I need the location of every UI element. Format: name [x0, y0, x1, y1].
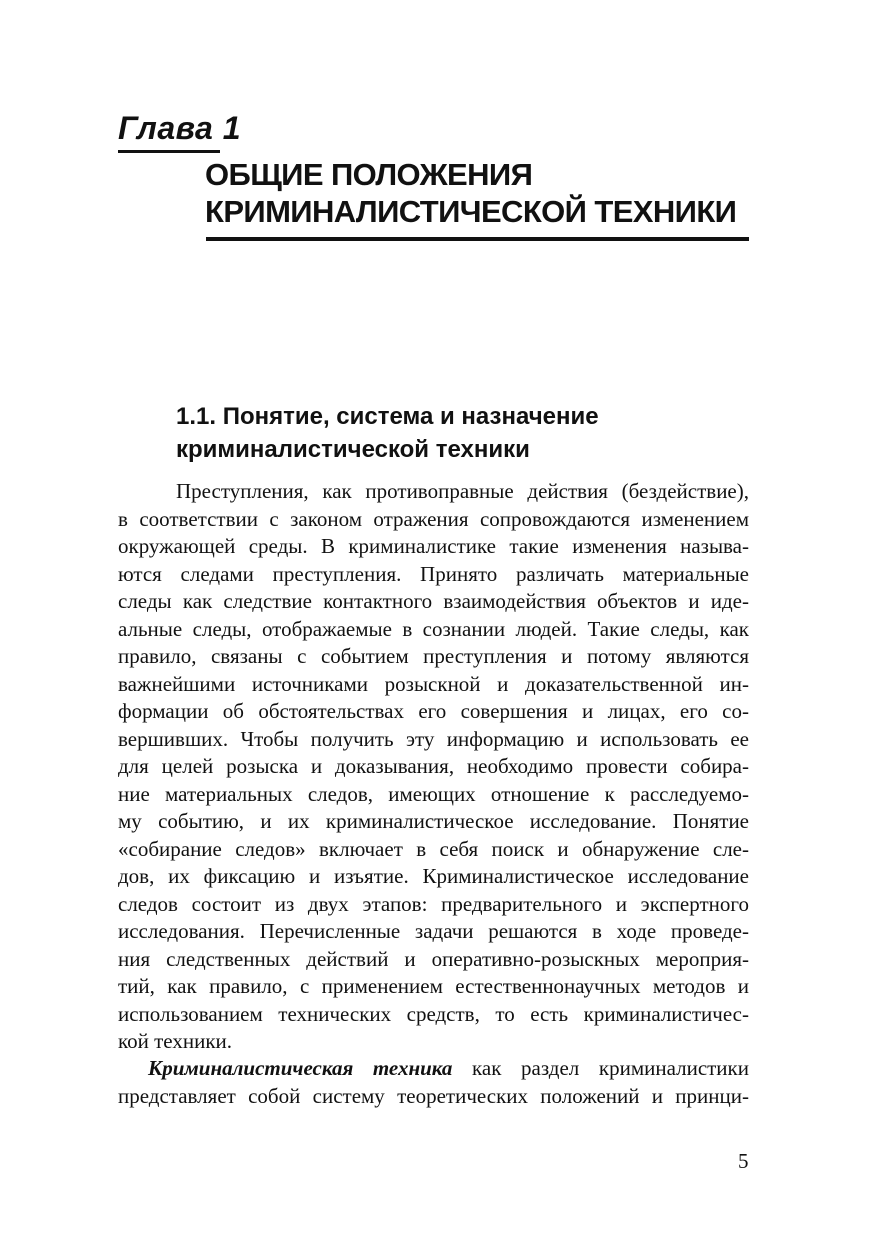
chapter-label: Глава 1 [118, 110, 242, 146]
paragraph-line: ния следственных действий и оперативно-розыскных мероприя- [118, 946, 749, 971]
section-title-line-1: 1.1. Понятие, система и назначение [176, 403, 599, 430]
paragraph-line: представляет собой систему теоретических положений и принци- [118, 1083, 749, 1108]
page-number: 5 [738, 1149, 749, 1173]
section-title-line-2: криминалистической техники [176, 436, 530, 463]
paragraph-2 [118, 1055, 749, 1110]
paragraph-line: использованием технических средств, то есть криминалистичес- [118, 1001, 749, 1026]
chapter-label-underline [118, 150, 220, 153]
paragraph-line: правило, связаны с событием преступления и потому являются [118, 644, 749, 668]
paragraph-line: альные следы, отображаемые в сознании людей. Такие следы, как [118, 616, 749, 641]
paragraph-line: ются следами преступления. Принято различать материальные [118, 561, 749, 586]
chapter-title-underline [206, 237, 749, 241]
paragraph-line: формации об обстоятельствах его совершения и лицах, его со- [118, 699, 749, 723]
paragraph-line: «собирание следов» включает в себя поиск и обнаружение сле- [118, 836, 749, 861]
paragraph-line: дов, их фиксацию и изъятие. Криминалистическое исследование [118, 864, 749, 888]
chapter-title-line-2: КРИМИНАЛИСТИЧЕСКОЙ ТЕХНИКИ [205, 194, 737, 229]
paragraph-line: следы как следствие контактного взаимодействия объектов и иде- [118, 589, 749, 613]
defined-term: Криминалистическая техника [148, 1056, 453, 1080]
paragraph-1 [118, 478, 749, 1056]
paragraph-line: в соответствии с законом отражения сопровождаются изменением [118, 506, 749, 531]
paragraph-line: Преступления, как противоправные действия (бездействие), [176, 479, 749, 503]
paragraph-line: для целей розыска и доказывания, необходимо провести собира- [118, 754, 749, 778]
paragraph-line: му событию, и их криминалистическое исследование. Понятие [118, 809, 749, 833]
paragraph-line: вершивших. Чтобы получить эту информацию и использовать ее [118, 726, 749, 751]
paragraph-line: исследования. Перечисленные задачи решаются в ходе проведе- [118, 919, 749, 943]
paragraph-line [118, 1055, 749, 1083]
paragraph-line: важнейшими источниками розыскной и доказательственной ин- [118, 671, 749, 696]
paragraph-line: тий, как правило, с применением естественнонаучных методов и [118, 974, 749, 998]
paragraph-line: окружающей среды. В криминалистике такие изменения называ- [118, 534, 749, 558]
paragraph-line: ние материальных следов, имеющих отношение к расследуемо- [118, 781, 749, 806]
section-title [176, 400, 756, 466]
chapter-title [205, 156, 765, 230]
paragraph-line: кой техники. [118, 1029, 233, 1053]
chapter-title-line-1: ОБЩИЕ ПОЛОЖЕНИЯ [205, 157, 533, 192]
paragraph-line: следов состоит из двух этапов: предварительного и экспертного [118, 891, 749, 916]
paragraph-line-rest: как раздел криминалистики [452, 1056, 749, 1080]
